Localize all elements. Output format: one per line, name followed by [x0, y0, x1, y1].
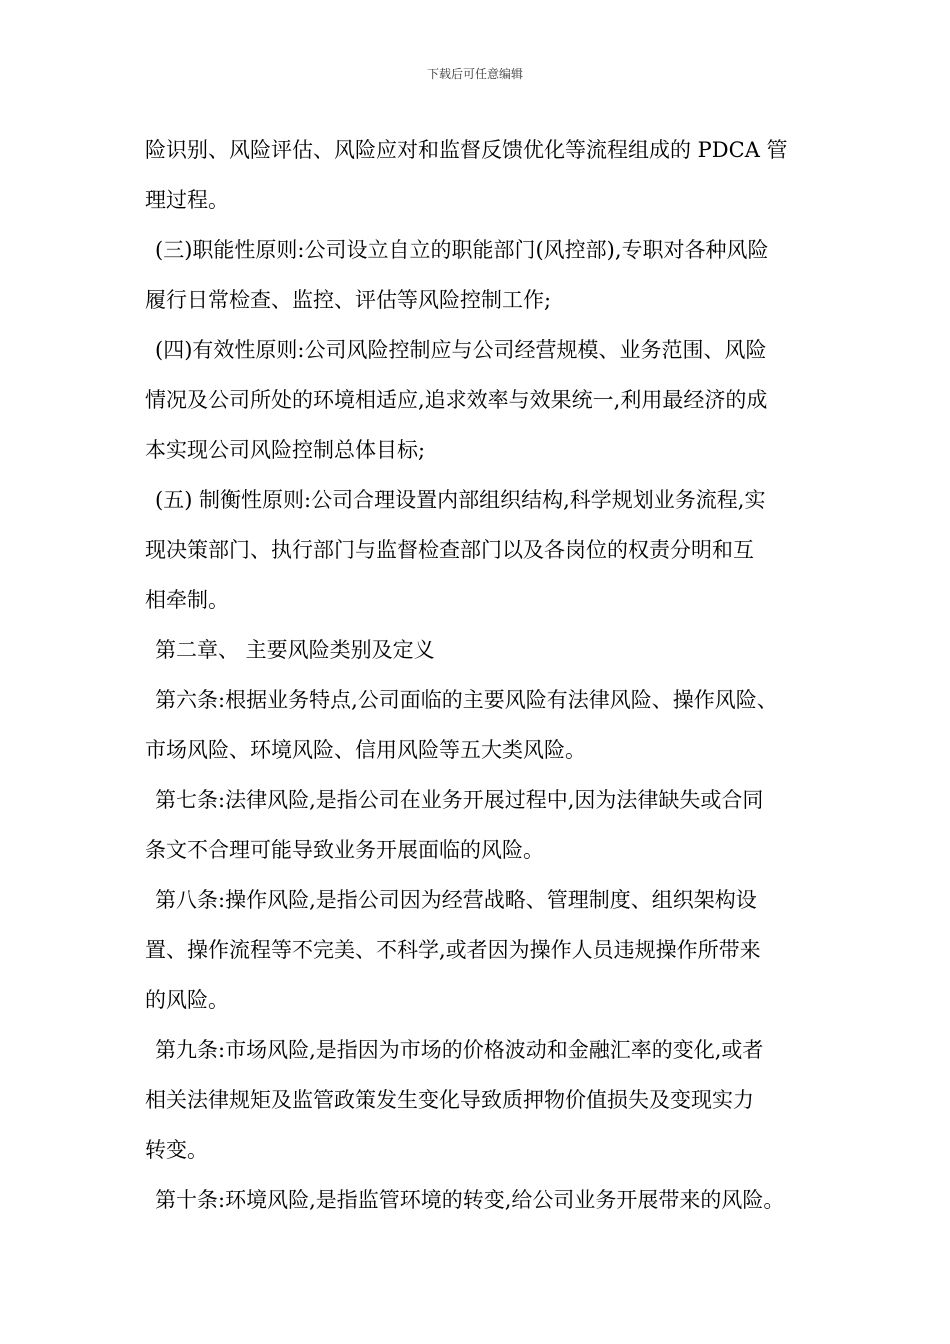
- document-body: [145, 125, 830, 1225]
- text-line: 相关法律规矩及监管政策发生变化导致质押物价值损失及变现实力: [145, 1088, 754, 1112]
- text-line: 理过程。: [145, 188, 229, 212]
- text-line: 履行日常检查、监控、评估等风险控制工作;: [145, 288, 552, 312]
- text-line: 第八条:操作风险,是指公司因为经营战略、管理制度、组织架构设: [155, 888, 757, 912]
- text-line: 条文不合理可能导致业务开展面临的风险。: [145, 838, 544, 862]
- text-line: 本实现公司风险控制总体目标;: [145, 438, 426, 462]
- text-line: 第七条:法律风险,是指公司在业务开展过程中,因为法律缺失或合同: [155, 788, 764, 812]
- page-header: 下载后可任意编辑: [426, 67, 523, 81]
- chapter-heading: 第二章、 主要风险类别及定义: [155, 638, 435, 662]
- text-line: 相牵制。: [145, 588, 229, 612]
- text-line: 第六条:根据业务特点,公司面临的主要风险有法律风险、操作风险、: [155, 688, 778, 712]
- text-line: 情况及公司所处的环境相适应,追求效率与效果统一,利用最经济的成: [145, 388, 768, 412]
- text-line: (四)有效性原则:公司风险控制应与公司经营规模、业务范围、风险: [155, 338, 767, 362]
- text-line: 转变。: [145, 1138, 208, 1162]
- text-line: (三)职能性原则:公司设立自立的职能部门(风控部),专职对各种风险: [155, 238, 769, 262]
- text-line: 的风险。: [145, 988, 229, 1012]
- text-line: 现决策部门、执行部门与监督检查部门以及各岗位的权责分明和互: [145, 538, 754, 562]
- text-line: 第十条:环境风险,是指监管环境的转变,给公司业务开展带来的风险。: [155, 1188, 785, 1212]
- text-line: 置、操作流程等不完美、不科学,或者因为操作人员违规操作所带来: [145, 938, 761, 962]
- text-line: (五) 制衡性原则:公司合理设置内部组织结构,科学规划业务流程,实: [155, 488, 766, 512]
- text-line: 市场风险、环境风险、信用风险等五大类风险。: [145, 738, 586, 762]
- text-line: 险识别、风险评估、风险应对和监督反馈优化等流程组成的 PDCA 管: [145, 138, 788, 162]
- text-line: 第九条:市场风险,是指因为市场的价格波动和金融汇率的变化,或者: [155, 1038, 764, 1062]
